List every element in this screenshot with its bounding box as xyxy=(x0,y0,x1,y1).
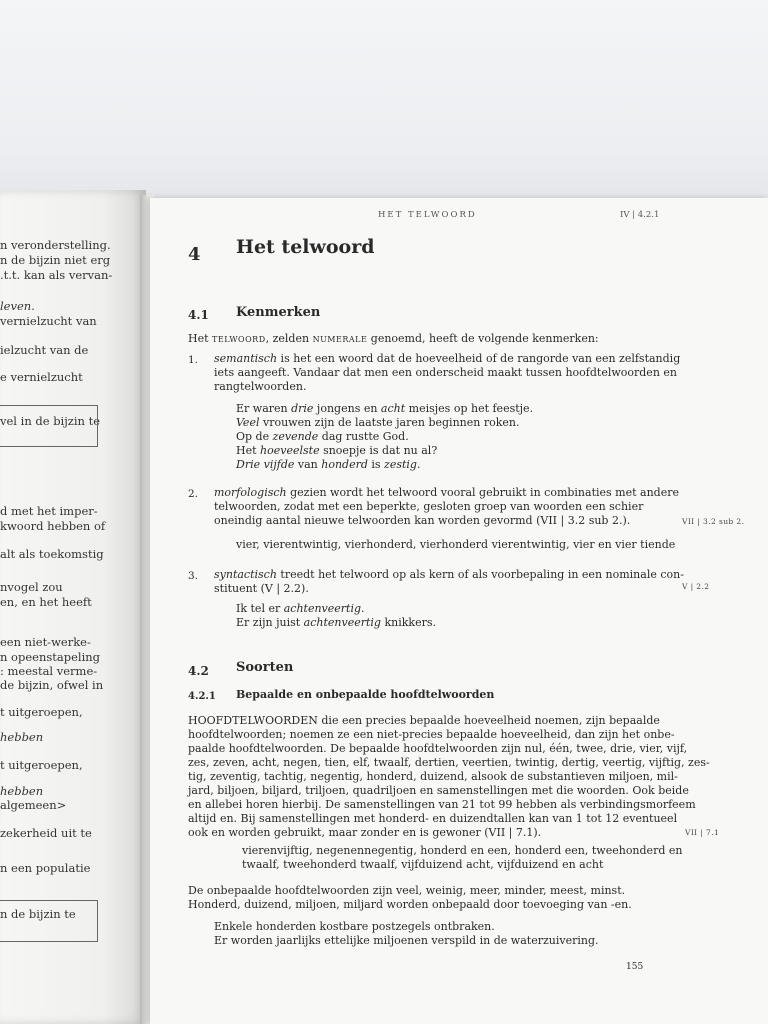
running-ref: IV | 4.2.1 xyxy=(620,210,660,220)
item2-line2: telwoorden, zodat met een beperkte, gesloten groep van woorden een schier xyxy=(214,500,644,513)
subsection-number: 4.2.1 xyxy=(188,691,216,702)
paragraph-line: Honderd, duizend, miljoen, miljard worden onbepaald door toevoeging van -en. xyxy=(188,898,632,911)
example-line: vier, vierentwintig, vierhonderd, vierhonderd vierentwintig, vier en vier tiende xyxy=(236,538,676,551)
paragraph-line: tig, zeventig, tachtig, negentig, honderd, duizend, alsook de substantieven miljoen, mil- xyxy=(188,770,678,783)
section-number: 4.1 xyxy=(188,308,209,322)
left-page-line: : meestal verme- xyxy=(0,664,98,678)
example-line: Er zijn juist achtenveertig knikkers. xyxy=(236,616,436,629)
subsection-title: Bepaalde en onbepaalde hoofdtelwoorden xyxy=(236,688,495,701)
left-page-line: een niet-werke- xyxy=(0,635,91,649)
left-page-line: de bijzin, ofwel in xyxy=(0,678,104,692)
section-title: Soorten xyxy=(236,660,294,675)
paragraph-line: en allebei horen hierbij. De samenstellingen van 21 tot 99 hebben als verbindingsmorfeem xyxy=(188,798,696,811)
margin-reference: VII | 3.2 sub 2. xyxy=(682,517,745,526)
example-line: Er worden jaarlijks ettelijke miljoenen verspild in de waterzuivering. xyxy=(214,934,599,947)
left-page-line: kwoord hebben of xyxy=(0,519,106,533)
item1-line2: iets aangeeft. Vandaar dat men een onderscheid maakt tussen hoofdtelwoorden en xyxy=(214,366,677,379)
left-page-line: d met het imper- xyxy=(0,504,98,518)
left-page-line: leven. xyxy=(0,299,35,313)
left-page-line: alt als toekomstig xyxy=(0,547,104,561)
page-number: 155 xyxy=(626,962,644,972)
paragraph-line: zes, zeven, acht, negen, tien, elf, twaalf, dertien, veertien, twintig, dertig, veertig, vijftig, zes- xyxy=(188,756,710,769)
item2-line3: oneindig aantal nieuwe telwoorden kan worden gevormd (VII | 3.2 sub 2.). xyxy=(214,514,631,527)
left-page-line: n de bijzin te xyxy=(0,907,76,921)
example-line: Het hoeveelste snoepje is dat nu al? xyxy=(236,444,438,457)
example-line: vierenvijftig, negenennegentig, honderd en een, honderd een, tweehonderd en xyxy=(242,844,683,857)
left-page-line: ielzucht van de xyxy=(0,343,89,357)
left-page-line: algemeen> xyxy=(0,798,67,812)
left-page-line: hebben xyxy=(0,784,44,798)
item1-line1: semantisch is het een woord dat de hoeveelheid of de rangorde van een zelfstandig xyxy=(214,352,681,365)
item2-line1: morfologisch gezien wordt het telwoord vooral gebruikt in combinaties met andere xyxy=(214,486,679,499)
item1-line3: rangtelwoorden. xyxy=(214,380,307,393)
item3-line2: stituent (V | 2.2). xyxy=(214,582,309,595)
example-line: Er waren drie jongens en acht meisjes op het feestje. xyxy=(236,402,534,415)
left-page-line: en, en het heeft xyxy=(0,595,92,609)
example-line: Enkele honderden kostbare postzegels ontbraken. xyxy=(214,920,495,933)
left-page-line: n een populatie xyxy=(0,861,91,875)
paragraph-line: De onbepaalde hoofdtelwoorden zijn veel, weinig, meer, minder, meest, minst. xyxy=(188,884,626,897)
left-page-line: .t.t. kan als vervan- xyxy=(0,268,113,282)
margin-reference: VII | 7.1 xyxy=(685,828,720,837)
left-page-line: n veronderstelling. xyxy=(0,238,111,252)
margin-reference: V | 2.2 xyxy=(682,582,710,591)
example-line: Ik tel er achtenveertig. xyxy=(236,602,365,615)
left-page-box-2 xyxy=(0,900,98,942)
paragraph-line: ook en worden gebruikt, maar zonder en is gewoner (VII | 7.1). xyxy=(188,826,542,839)
example-line: Op de zevende dag rustte God. xyxy=(236,430,409,443)
paragraph-line: altijd en. Bij samenstellingen met honderd- en duizendtallen kan van 1 tot 12 eventueel xyxy=(188,812,678,825)
paragraph-line: HOOFDTELWOORDEN die een precies bepaalde hoeveelheid noemen, zijn bepaalde xyxy=(188,714,660,727)
section-number: 4.2 xyxy=(188,664,209,678)
chapter-title: Het telwoord xyxy=(236,236,375,258)
left-page-line: vel in de bijzin te xyxy=(0,414,101,428)
running-head: HET TELWOORD xyxy=(378,210,477,220)
left-page-line: n opeenstapeling xyxy=(0,650,101,664)
chapter-number: 4 xyxy=(188,244,201,265)
intro-line: Het telwoord, zelden numerale genoemd, heeft de volgende kenmerken: xyxy=(188,332,599,345)
left-page-line: hebben xyxy=(0,730,44,744)
left-page-box-1 xyxy=(0,405,101,447)
paragraph-line: paalde hoofdtelwoorden. De bepaalde hoofdtelwoorden zijn nul, één, twee, drie, vier, vijf, xyxy=(188,742,688,755)
left-page-line: zekerheid uit te xyxy=(0,826,92,840)
example-line: twaalf, tweehonderd twaalf, vijfduizend acht, vijfduizend en acht xyxy=(242,858,604,871)
example-line: Drie vijfde van honderd is zestig. xyxy=(236,458,421,471)
example-line: Veel vrouwen zijn de laatste jaren beginnen roken. xyxy=(236,416,520,429)
paragraph-line: jard, biljoen, biljard, triljoen, quadriljoen en samenstellingen met die woorden. Ook beide xyxy=(188,784,689,797)
left-page-line: vernielzucht van xyxy=(0,314,97,328)
item-number: 3. xyxy=(188,570,199,582)
left-page-line: n de bijzin niet erg xyxy=(0,253,111,267)
item-number: 1. xyxy=(188,354,199,366)
left-page-line: e vernielzucht xyxy=(0,370,83,384)
paragraph-line: hoofdtelwoorden; noemen ze een niet-precies bepaalde hoeveelheid, dan zijn het onbe- xyxy=(188,728,675,741)
item3-line1: syntactisch treedt het telwoord op als kern of als voorbepaling in een nominale con- xyxy=(214,568,684,581)
item-number: 2. xyxy=(188,488,199,500)
left-page-line: t uitgeroepen, xyxy=(0,705,83,719)
left-page-line: nvogel zou xyxy=(0,580,63,594)
section-title: Kenmerken xyxy=(236,305,321,320)
background-top xyxy=(0,0,768,215)
left-page-line: t uitgeroepen, xyxy=(0,758,83,772)
